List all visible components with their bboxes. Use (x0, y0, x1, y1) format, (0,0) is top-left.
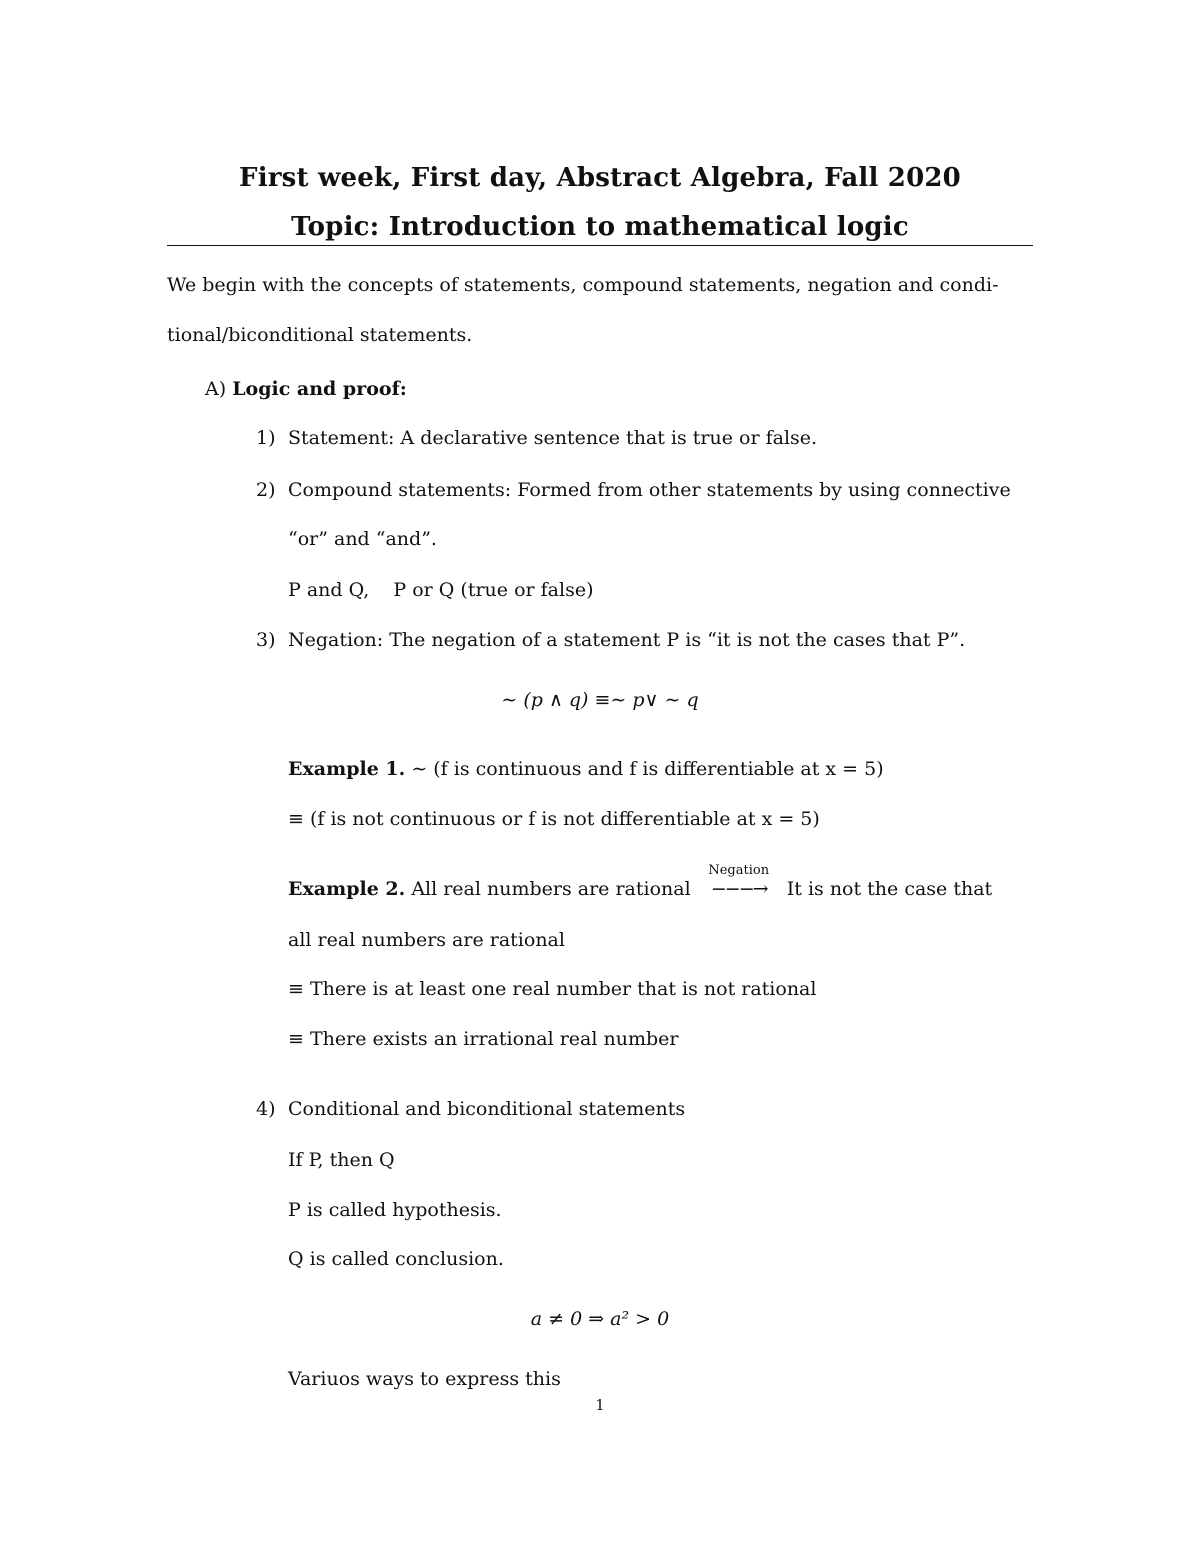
item-4-line-5: Variuos ways to express this (288, 1368, 561, 1390)
right-arrow-icon: −−−→ (710, 878, 767, 900)
example-1-line-2: ≡ (f is not continuous or f is not differentiable at x = 5) (288, 808, 820, 830)
section-a (205, 380, 407, 399)
conditional-formula: a ≠ 0 ⇒ a² > 0 (530, 1308, 670, 1330)
example-1-line-1 (288, 760, 884, 779)
item-3-marker: 3) (256, 629, 276, 651)
item-1-marker: 1) (256, 427, 276, 449)
example-2-line-4: ≡ There exists an irrational real number (288, 1028, 679, 1050)
intro-line-1: We begin with the concepts of statements, compound statements, negation and condi- (167, 274, 999, 296)
item-2-line-3: P and Q, P or Q (true or false) (288, 579, 594, 601)
item-2-marker: 2) (256, 479, 276, 501)
example-2-left-text: All real numbers are rational (411, 878, 691, 900)
item-1-text: Statement: A declarative sentence that is true or false. (288, 427, 818, 449)
item-3-line-1: Negation: The negation of a statement P is “it is not the cases that P”. (288, 629, 966, 651)
intro-line-2: tional/biconditional statements. (167, 324, 473, 346)
example-2-line-1 (288, 863, 993, 900)
negation-arrow (697, 863, 781, 900)
item-4-line-2: If P, then Q (288, 1149, 395, 1171)
item-2-line-2: “or” and “and”. (288, 528, 437, 550)
page-number: 1 (595, 1396, 605, 1414)
section-a-heading: Logic and proof: (232, 378, 407, 400)
section-a-marker: A) (205, 378, 227, 400)
title-rule (167, 245, 1033, 246)
page-title: First week, First day, Abstract Algebra, Fall 2020 (239, 163, 961, 193)
topic-heading: Topic: Introduction to mathematical logic (291, 212, 909, 242)
item-2-line-1: Compound statements: Formed from other statements by using connective (288, 479, 1011, 501)
item-4-line-4: Q is called conclusion. (288, 1248, 504, 1270)
item-4-line-3: P is called hypothesis. (288, 1199, 502, 1221)
example-1-label: Example 1. (288, 758, 406, 780)
example-2-line-2: all real numbers are rational (288, 929, 565, 951)
example-2-right-text: It is not the case that (786, 878, 993, 900)
item-4-marker: 4) (256, 1098, 276, 1120)
example-2-label: Example 2. (288, 878, 406, 900)
negation-formula: ∼ (p ∧ q) ≡∼ p∨ ∼ q (501, 689, 699, 711)
example-1-text: ∼ (f is continuous and f is differentiable at x = 5) (411, 758, 884, 780)
item-4-line-1: Conditional and biconditional statements (288, 1098, 686, 1120)
example-2-line-3: ≡ There is at least one real number that is not rational (288, 978, 817, 1000)
negation-arrow-label: Negation (708, 863, 770, 878)
